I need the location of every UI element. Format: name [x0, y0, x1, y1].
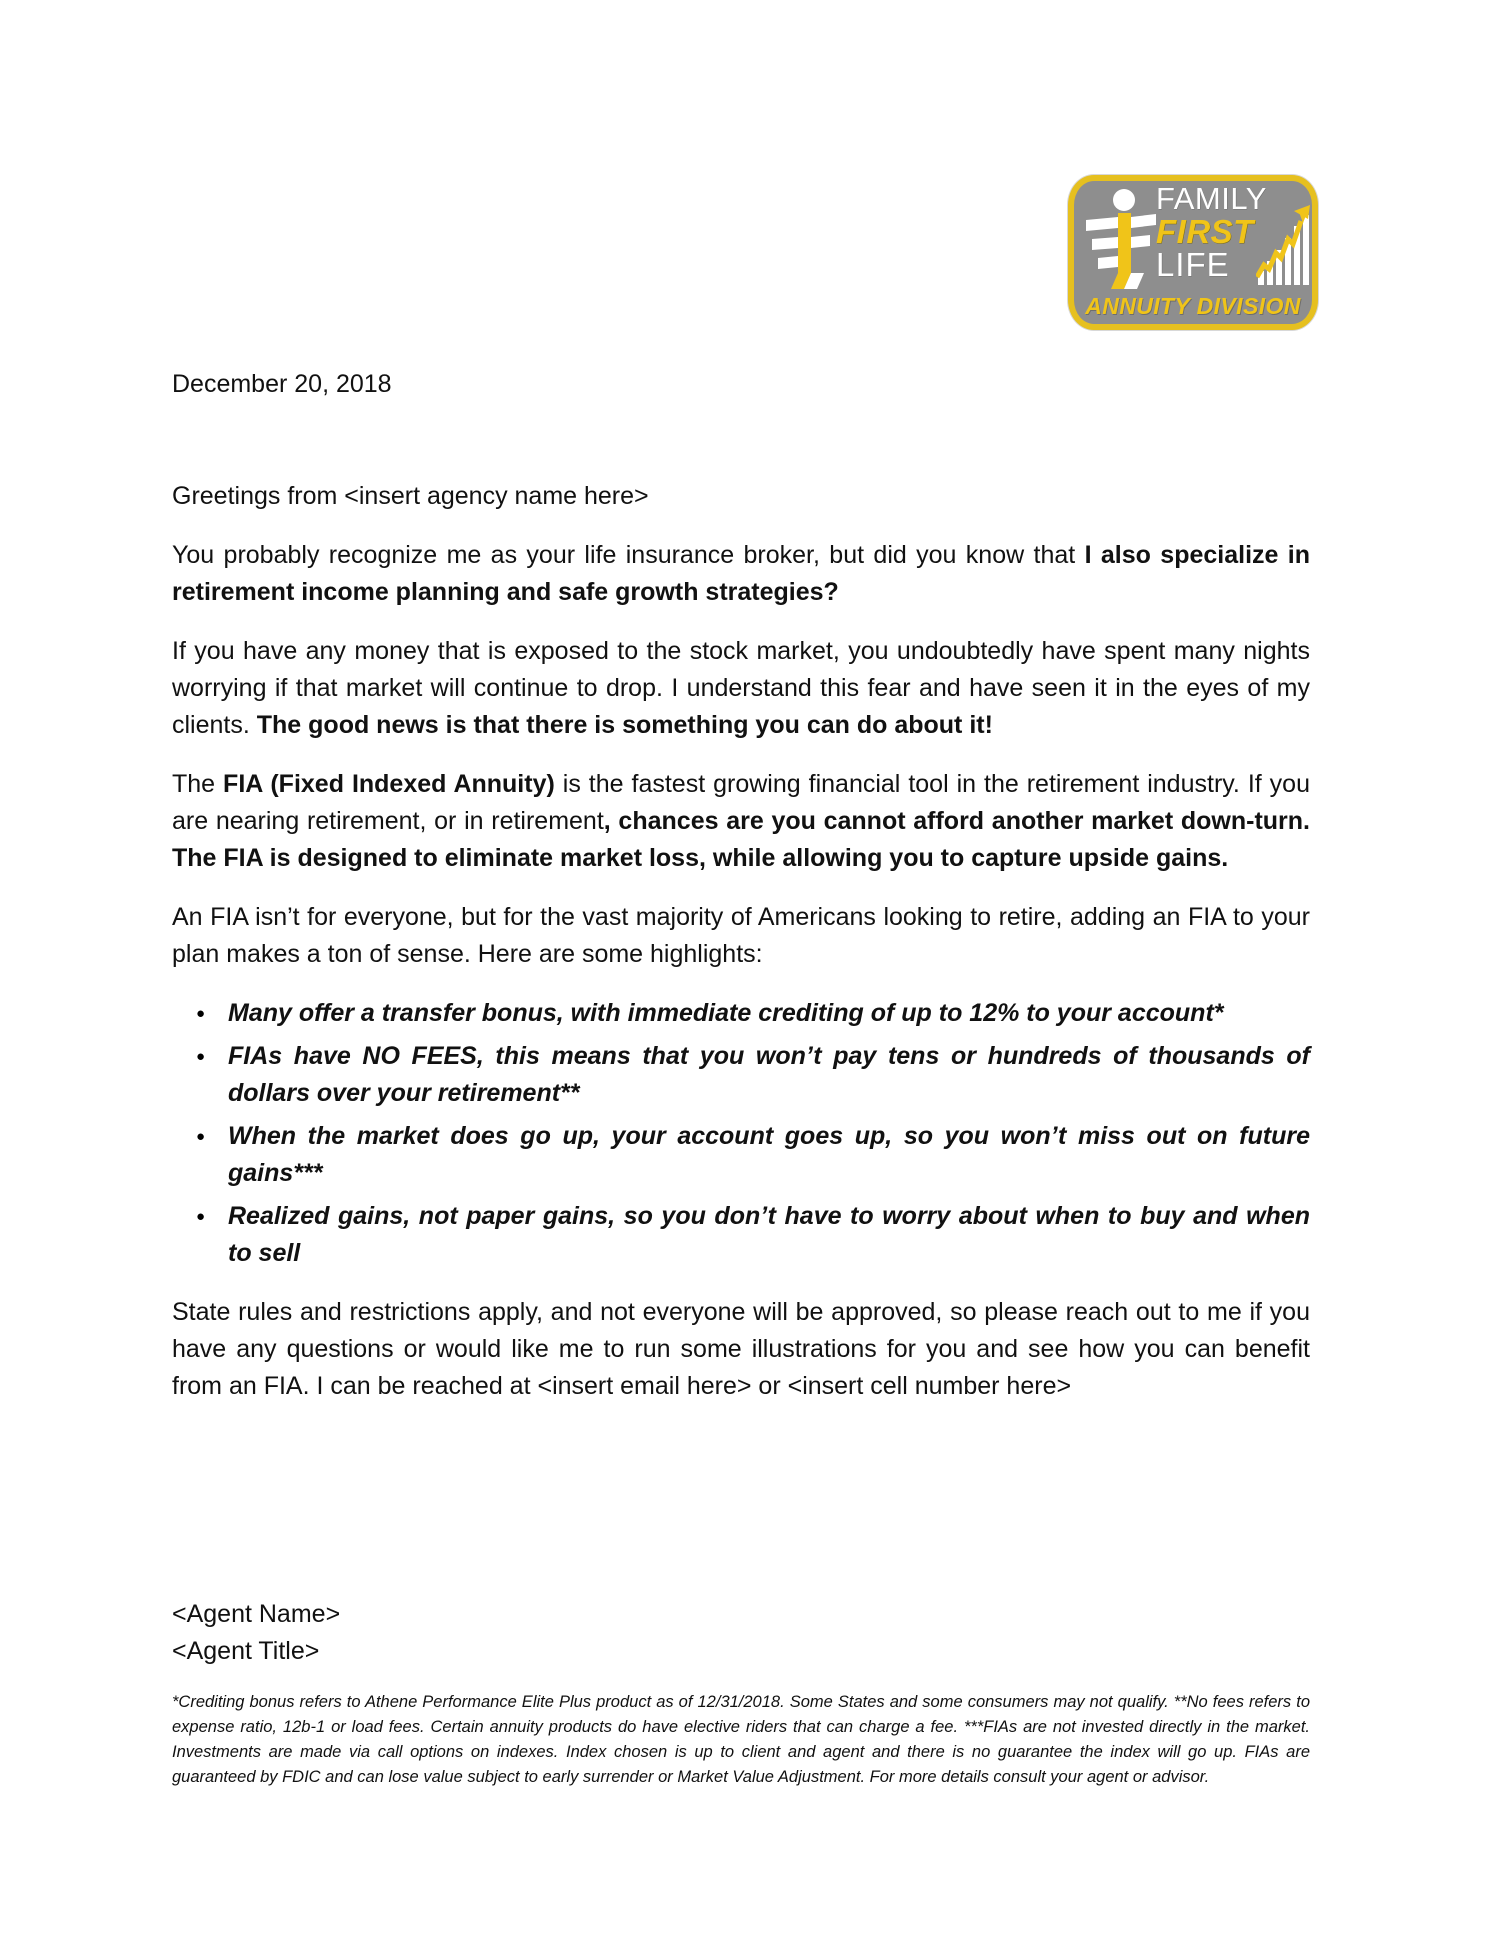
logo-contents — [1068, 175, 1318, 330]
paragraph-fia-definition — [172, 766, 1310, 877]
paragraph-highlights-intro: An FIA isn’t for everyone, but for the vast majority of Americans looking to retire, adding an FIA to your plan makes a ton of sense. Here are some highlights: — [172, 903, 1310, 968]
growth-chart-icon — [1256, 203, 1312, 285]
list-item: ● When the market does go up, your account goes up, so you won’t miss out on future gains*** — [224, 1118, 1310, 1192]
letter-body — [172, 478, 1310, 1427]
list-item: ● FIAs have NO FEES, this means that you won’t pay tens or hundreds of thousands of dollars over your retirement** — [224, 1038, 1310, 1112]
company-logo — [1068, 175, 1318, 330]
logo-annuity-division-band: ANNUITY DIVISION — [1085, 293, 1301, 319]
para2-text-normal: You probably recognize me as your life insurance broker, but did you know that — [172, 541, 1085, 569]
logo-line-family: FAMILY — [1156, 181, 1267, 216]
paragraph-closing-contact: State rules and restrictions apply, and not everyone will be approved, so please reach out to me if you have any questions or would like me to run some illustrations for you and see how you can benefit from an FIA. I can be reached at <insert email here> or <insert cell number here> — [172, 1298, 1310, 1400]
logo-wordmark — [1156, 183, 1266, 282]
list-item: ● Many offer a transfer bonus, with immediate crediting of up to 12% to your account* — [224, 995, 1310, 1032]
logo-line-life: LIFE — [1156, 246, 1230, 283]
para4-text-bold-1: FIA (Fixed Indexed Annuity) — [223, 770, 555, 798]
para2-text-bold: I also specialize in retirement income planning and safe growth strategies? — [172, 541, 1310, 606]
list-item: ● Realized gains, not paper gains, so you don’t have to worry about when to buy and when to sell — [224, 1198, 1310, 1272]
para4-text-normal-2: is the fastest growing financial tool in the retirement industry. If you are nearing retirement, or in retirement — [172, 770, 1310, 835]
footnote-disclaimer: *Crediting bonus refers to Athene Performance Elite Plus product as of 12/31/2018. Some States and some consumers may not qualify. **No fees refers to expense ratio, 12b-1 or load fees. Certain annuity products do have elective riders that can charge a fee. ***FIAs are not invested directly in the market. Investments are made via call options on indexes. Index chosen is up to client and agent and there is no guarantee the index will go up. FIAs are guaranteed by FDIC and can lose value subject to early surrender or Market Value Adjustment. For more details consult your agent or advisor. — [172, 1693, 1310, 1786]
agent-name: <Agent Name> — [172, 1600, 341, 1628]
para4-text-normal-1: The — [172, 770, 224, 798]
paragraph-stock-market — [172, 633, 1310, 744]
signature-block — [172, 1596, 340, 1670]
paragraph-specialize — [172, 537, 1310, 611]
greeting-line: Greetings from <insert agency name here> — [172, 482, 649, 510]
para3-text-bold: The good news is that there is something you can do about it! — [256, 711, 993, 739]
agent-title: <Agent Title> — [172, 1637, 320, 1665]
letter-date: December 20, 2018 — [172, 370, 392, 398]
highlights-list — [172, 995, 1310, 1272]
family-figure-icon — [1084, 187, 1158, 291]
para3-text-normal: If you have any money that is exposed to the stock market, you undoubtedly have spent many nights worrying if that market will continue to drop. I understand this fear and have seen it in the eyes of my clients. — [172, 637, 1310, 739]
logo-line-first: FIRST — [1156, 213, 1254, 250]
para4-text-bold-2: , chances are you cannot afford another market down-turn. The FIA is designed to eliminate market loss, while allowing you to capture upside gains. — [172, 807, 1310, 872]
